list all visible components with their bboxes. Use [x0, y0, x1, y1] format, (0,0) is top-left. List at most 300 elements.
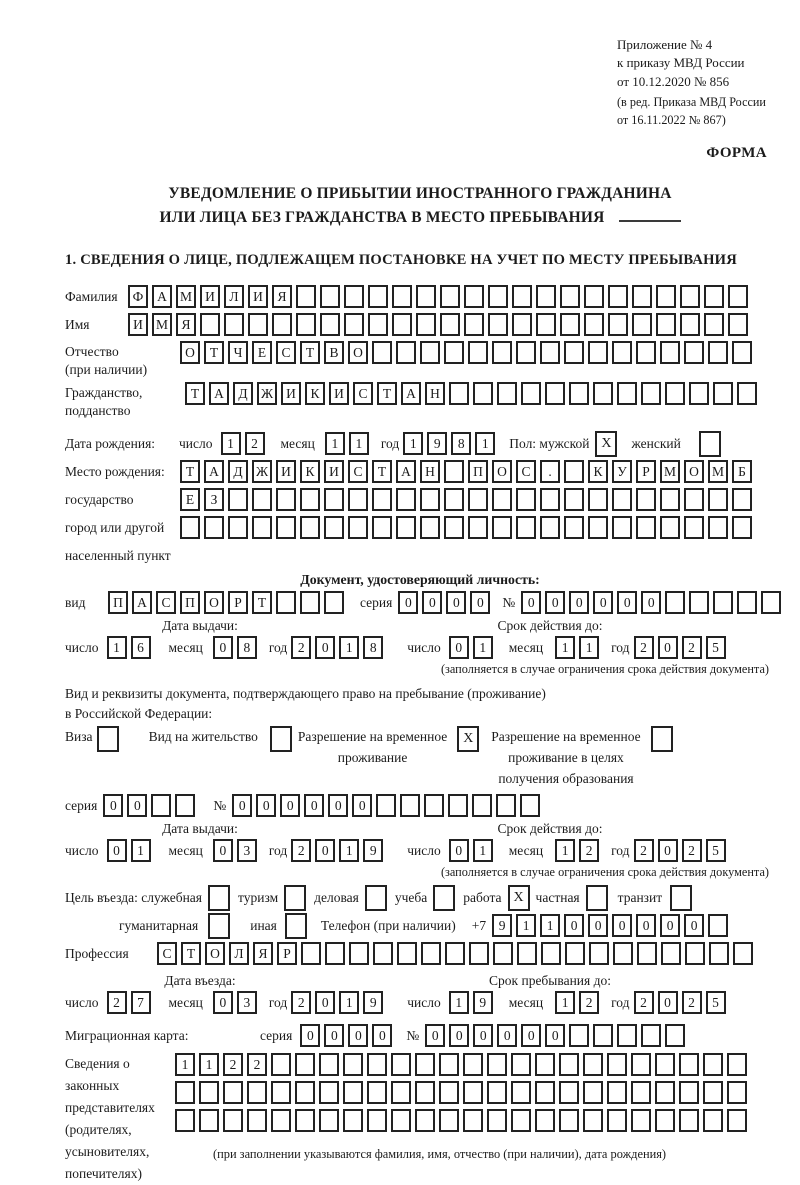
birthplace-row3-field-cell[interactable]: [204, 516, 224, 539]
representatives-row2-field-cell[interactable]: [439, 1081, 459, 1104]
citizenship-field-cell[interactable]: [449, 382, 469, 405]
birthplace-row2-field-cell[interactable]: [276, 488, 296, 511]
mig-number-field-cell[interactable]: 0: [545, 1024, 565, 1047]
profession-field-cell[interactable]: [301, 942, 321, 965]
profession-field-cell[interactable]: [493, 942, 513, 965]
representatives-row2-field-cell[interactable]: [487, 1081, 507, 1104]
name-field-cell[interactable]: [224, 313, 244, 336]
doc-number-field-cell[interactable]: [713, 591, 733, 614]
phone-field-cell[interactable]: 0: [636, 914, 656, 937]
surname-field-cell[interactable]: [296, 285, 316, 308]
representatives-row1-field-cell[interactable]: [679, 1053, 699, 1076]
res-number-field-cell[interactable]: [448, 794, 468, 817]
representatives-row1-field-cell[interactable]: [631, 1053, 651, 1076]
doc-issue-month-cell[interactable]: 8: [237, 636, 257, 659]
patronymic-field-cell[interactable]: [660, 341, 680, 364]
profession-field-cell[interactable]: [637, 942, 657, 965]
doc-seriya-field-cell[interactable]: 0: [446, 591, 466, 614]
birthplace-row2-field-cell[interactable]: [372, 488, 392, 511]
patronymic-field-cell[interactable]: Т: [300, 341, 320, 364]
surname-field-cell[interactable]: [560, 285, 580, 308]
citizenship-field-cell[interactable]: Т: [377, 382, 397, 405]
representatives-row1-field-cell[interactable]: [271, 1053, 291, 1076]
profession-field-cell[interactable]: [421, 942, 441, 965]
birthplace-row3-field-cell[interactable]: [588, 516, 608, 539]
profession-field-cell[interactable]: Р: [277, 942, 297, 965]
res-number-field-cell[interactable]: [496, 794, 516, 817]
mig-number-field-cell[interactable]: 0: [521, 1024, 541, 1047]
representatives-row1-field-cell[interactable]: [415, 1053, 435, 1076]
birthplace-row3-field-cell[interactable]: [732, 516, 752, 539]
mig-seriya-field-cell[interactable]: 0: [324, 1024, 344, 1047]
profession-field-cell[interactable]: [661, 942, 681, 965]
representatives-row1-field-cell[interactable]: [511, 1053, 531, 1076]
birthplace-row3-field-cell[interactable]: [228, 516, 248, 539]
birthplace-row2-field-cell[interactable]: З: [204, 488, 224, 511]
profession-field-cell[interactable]: [733, 942, 753, 965]
res-issue-month-cell[interactable]: 0: [213, 839, 233, 862]
name-field-cell[interactable]: [320, 313, 340, 336]
surname-field-cell[interactable]: [440, 285, 460, 308]
profession-field-cell[interactable]: [565, 942, 585, 965]
representatives-row2-field-cell[interactable]: [511, 1081, 531, 1104]
doc-issue-year-cell[interactable]: 1: [339, 636, 359, 659]
birthplace-row3-field-cell[interactable]: [564, 516, 584, 539]
doc-number-field-cell[interactable]: 0: [593, 591, 613, 614]
representatives-row3-field-cell[interactable]: [439, 1109, 459, 1132]
representatives-row2-field-cell[interactable]: [655, 1081, 675, 1104]
doc-issue-year-cell[interactable]: 0: [315, 636, 335, 659]
humanitarian-checkbox-cell[interactable]: [208, 913, 230, 939]
name-field-cell[interactable]: [680, 313, 700, 336]
citizenship-field-cell[interactable]: [521, 382, 541, 405]
representatives-row3-field-cell[interactable]: [583, 1109, 603, 1132]
doc-seriya-field-cell[interactable]: 0: [470, 591, 490, 614]
citizenship-field-cell[interactable]: [713, 382, 733, 405]
other-checkbox-cell[interactable]: [285, 913, 307, 939]
entry-year-cell[interactable]: 0: [315, 991, 335, 1014]
doc-type-field-cell[interactable]: [324, 591, 344, 614]
patronymic-field-cell[interactable]: Ч: [228, 341, 248, 364]
res-seriya-field-cell[interactable]: 0: [103, 794, 123, 817]
entry-month-cell[interactable]: 3: [237, 991, 257, 1014]
citizenship-field-cell[interactable]: Н: [425, 382, 445, 405]
citizenship-field-cell[interactable]: К: [305, 382, 325, 405]
profession-field-cell[interactable]: Т: [181, 942, 201, 965]
surname-field-cell[interactable]: [416, 285, 436, 308]
representatives-row1-field-cell[interactable]: [487, 1053, 507, 1076]
doc-number-field-cell[interactable]: [665, 591, 685, 614]
representatives-row2-field-cell[interactable]: [247, 1081, 267, 1104]
name-field-cell[interactable]: [440, 313, 460, 336]
birthplace-row3-field-cell[interactable]: [444, 516, 464, 539]
res-expiry-year-cell[interactable]: 0: [658, 839, 678, 862]
birthplace-row1-field-cell[interactable]: С: [516, 460, 536, 483]
birthplace-row1-field-cell[interactable]: Н: [420, 460, 440, 483]
representatives-row1-field-cell[interactable]: [703, 1053, 723, 1076]
res-expiry-day-cell[interactable]: 1: [473, 839, 493, 862]
representatives-row1-field-cell[interactable]: [367, 1053, 387, 1076]
name-field-cell[interactable]: Я: [176, 313, 196, 336]
profession-field-cell[interactable]: С: [157, 942, 177, 965]
doc-type-field-cell[interactable]: [300, 591, 320, 614]
birth-day-field-cell[interactable]: 2: [245, 432, 265, 455]
res-number-field-cell[interactable]: 0: [328, 794, 348, 817]
res-number-field-cell[interactable]: 0: [304, 794, 324, 817]
surname-field-cell[interactable]: [680, 285, 700, 308]
mig-number-field-cell[interactable]: 0: [425, 1024, 445, 1047]
doc-number-field-cell[interactable]: [737, 591, 757, 614]
mig-number-field-cell[interactable]: [617, 1024, 637, 1047]
entry-year-cell[interactable]: 1: [339, 991, 359, 1014]
birthplace-row1-field-cell[interactable]: С: [348, 460, 368, 483]
birthplace-row3-field-cell[interactable]: [492, 516, 512, 539]
birthplace-row2-field-cell[interactable]: Е: [180, 488, 200, 511]
birth-year-field-cell[interactable]: 1: [475, 432, 495, 455]
rvpo-checkbox-cell[interactable]: [651, 726, 673, 752]
name-field-cell[interactable]: [656, 313, 676, 336]
profession-field-cell[interactable]: О: [205, 942, 225, 965]
representatives-row1-field-cell[interactable]: [727, 1053, 747, 1076]
patronymic-field-cell[interactable]: [684, 341, 704, 364]
representatives-row1-field-cell[interactable]: [343, 1053, 363, 1076]
name-field-cell[interactable]: [416, 313, 436, 336]
transit-checkbox-cell[interactable]: [670, 885, 692, 911]
doc-expiry-day-cell[interactable]: 1: [473, 636, 493, 659]
study-checkbox-cell[interactable]: [433, 885, 455, 911]
res-expiry-year-cell[interactable]: 2: [634, 839, 654, 862]
birthplace-row1-field-cell[interactable]: Ж: [252, 460, 272, 483]
doc-type-field-cell[interactable]: С: [156, 591, 176, 614]
representatives-row1-field-cell[interactable]: [559, 1053, 579, 1076]
birthplace-row1-field-cell[interactable]: О: [684, 460, 704, 483]
mig-seriya-field-cell[interactable]: 0: [300, 1024, 320, 1047]
surname-field-cell[interactable]: [608, 285, 628, 308]
patronymic-field-cell[interactable]: О: [180, 341, 200, 364]
res-issue-day-cell[interactable]: 1: [131, 839, 151, 862]
representatives-row2-field-cell[interactable]: [559, 1081, 579, 1104]
birthplace-row3-field-cell[interactable]: [540, 516, 560, 539]
birthplace-row3-field-cell[interactable]: [348, 516, 368, 539]
name-field-cell[interactable]: [272, 313, 292, 336]
res-issue-year-cell[interactable]: 0: [315, 839, 335, 862]
phone-field-cell[interactable]: 1: [516, 914, 536, 937]
res-number-field-cell[interactable]: [472, 794, 492, 817]
name-field-cell[interactable]: [296, 313, 316, 336]
surname-field-cell[interactable]: [464, 285, 484, 308]
citizenship-field-cell[interactable]: [473, 382, 493, 405]
doc-type-field-cell[interactable]: Т: [252, 591, 272, 614]
representatives-row2-field-cell[interactable]: [367, 1081, 387, 1104]
vnzh-checkbox-cell[interactable]: [270, 726, 292, 752]
profession-field-cell[interactable]: [613, 942, 633, 965]
birthplace-row1-field-cell[interactable]: М: [708, 460, 728, 483]
patronymic-field-cell[interactable]: [732, 341, 752, 364]
doc-number-field-cell[interactable]: [761, 591, 781, 614]
stay-month-cell[interactable]: 1: [555, 991, 575, 1014]
patronymic-field-cell[interactable]: [588, 341, 608, 364]
citizenship-field-cell[interactable]: [737, 382, 757, 405]
name-field-cell[interactable]: [488, 313, 508, 336]
res-number-field-cell[interactable]: [520, 794, 540, 817]
birthplace-row2-field-cell[interactable]: [732, 488, 752, 511]
stay-day-cell[interactable]: 9: [473, 991, 493, 1014]
doc-number-field-cell[interactable]: 0: [545, 591, 565, 614]
res-number-field-cell[interactable]: 0: [352, 794, 372, 817]
birthplace-row2-field-cell[interactable]: [252, 488, 272, 511]
birthplace-row1-field-cell[interactable]: [444, 460, 464, 483]
profession-field-cell[interactable]: Я: [253, 942, 273, 965]
work-checkbox-cell[interactable]: X: [508, 885, 530, 911]
doc-issue-month-cell[interactable]: 0: [213, 636, 233, 659]
res-seriya-field-cell[interactable]: 0: [127, 794, 147, 817]
representatives-row3-field-cell[interactable]: [655, 1109, 675, 1132]
representatives-row3-field-cell[interactable]: [535, 1109, 555, 1132]
doc-issue-year-cell[interactable]: 8: [363, 636, 383, 659]
name-field-cell[interactable]: [608, 313, 628, 336]
birthplace-row3-field-cell[interactable]: [300, 516, 320, 539]
birthplace-row1-field-cell[interactable]: Д: [228, 460, 248, 483]
surname-field-cell[interactable]: [728, 285, 748, 308]
representatives-row3-field-cell[interactable]: [559, 1109, 579, 1132]
birth-year-field-cell[interactable]: 1: [403, 432, 423, 455]
birthplace-row2-field-cell[interactable]: [636, 488, 656, 511]
name-field-cell[interactable]: [392, 313, 412, 336]
representatives-row2-field-cell[interactable]: [703, 1081, 723, 1104]
name-field-cell[interactable]: [536, 313, 556, 336]
birthplace-row3-field-cell[interactable]: [180, 516, 200, 539]
tourism-checkbox-cell[interactable]: [284, 885, 306, 911]
doc-seriya-field-cell[interactable]: 0: [398, 591, 418, 614]
birth-year-field-cell[interactable]: 8: [451, 432, 471, 455]
birthplace-row1-field-cell[interactable]: А: [204, 460, 224, 483]
birthplace-row3-field-cell[interactable]: [516, 516, 536, 539]
representatives-row2-field-cell[interactable]: [295, 1081, 315, 1104]
citizenship-field-cell[interactable]: [641, 382, 661, 405]
res-number-field-cell[interactable]: 0: [280, 794, 300, 817]
representatives-row2-field-cell[interactable]: [631, 1081, 651, 1104]
doc-seriya-field-cell[interactable]: 0: [422, 591, 442, 614]
citizenship-field-cell[interactable]: А: [401, 382, 421, 405]
entry-year-cell[interactable]: 9: [363, 991, 383, 1014]
citizenship-field-cell[interactable]: [545, 382, 565, 405]
surname-field-cell[interactable]: [656, 285, 676, 308]
female-checkbox-cell[interactable]: [699, 431, 721, 457]
representatives-row2-field-cell[interactable]: [175, 1081, 195, 1104]
representatives-row3-field-cell[interactable]: [367, 1109, 387, 1132]
representatives-row2-field-cell[interactable]: [271, 1081, 291, 1104]
citizenship-field-cell[interactable]: [689, 382, 709, 405]
res-issue-day-cell[interactable]: 0: [107, 839, 127, 862]
representatives-row3-field-cell[interactable]: [607, 1109, 627, 1132]
representatives-row3-field-cell[interactable]: [223, 1109, 243, 1132]
doc-expiry-year-cell[interactable]: 2: [634, 636, 654, 659]
phone-field-cell[interactable]: 0: [660, 914, 680, 937]
mig-seriya-field-cell[interactable]: 0: [348, 1024, 368, 1047]
citizenship-field-cell[interactable]: [665, 382, 685, 405]
male-checkbox-cell[interactable]: X: [595, 431, 617, 457]
surname-field-cell[interactable]: И: [248, 285, 268, 308]
res-issue-year-cell[interactable]: 2: [291, 839, 311, 862]
birthplace-row2-field-cell[interactable]: [492, 488, 512, 511]
res-number-field-cell[interactable]: [424, 794, 444, 817]
citizenship-field-cell[interactable]: Д: [233, 382, 253, 405]
representatives-row1-field-cell[interactable]: [535, 1053, 555, 1076]
representatives-row3-field-cell[interactable]: [463, 1109, 483, 1132]
entry-month-cell[interactable]: 0: [213, 991, 233, 1014]
res-issue-month-cell[interactable]: 3: [237, 839, 257, 862]
birthplace-row1-field-cell[interactable]: У: [612, 460, 632, 483]
citizenship-field-cell[interactable]: Т: [185, 382, 205, 405]
doc-type-field-cell[interactable]: П: [108, 591, 128, 614]
doc-number-field-cell[interactable]: [689, 591, 709, 614]
doc-expiry-month-cell[interactable]: 1: [555, 636, 575, 659]
visa-checkbox-cell[interactable]: [97, 726, 119, 752]
name-field-cell[interactable]: [200, 313, 220, 336]
surname-field-cell[interactable]: [704, 285, 724, 308]
doc-type-field-cell[interactable]: Р: [228, 591, 248, 614]
surname-field-cell[interactable]: [320, 285, 340, 308]
birthplace-row1-field-cell[interactable]: И: [324, 460, 344, 483]
phone-field-cell[interactable]: 9: [492, 914, 512, 937]
birthplace-row3-field-cell[interactable]: [372, 516, 392, 539]
res-number-field-cell[interactable]: 0: [256, 794, 276, 817]
representatives-row3-field-cell[interactable]: [415, 1109, 435, 1132]
patronymic-field-cell[interactable]: [708, 341, 728, 364]
representatives-row3-field-cell[interactable]: [727, 1109, 747, 1132]
representatives-row1-field-cell[interactable]: [391, 1053, 411, 1076]
representatives-row3-field-cell[interactable]: [175, 1109, 195, 1132]
profession-field-cell[interactable]: [541, 942, 561, 965]
stay-month-cell[interactable]: 2: [579, 991, 599, 1014]
profession-field-cell[interactable]: [445, 942, 465, 965]
stay-year-cell[interactable]: 0: [658, 991, 678, 1014]
res-seriya-field-cell[interactable]: [151, 794, 171, 817]
res-number-field-cell[interactable]: [400, 794, 420, 817]
patronymic-field-cell[interactable]: [564, 341, 584, 364]
stay-year-cell[interactable]: 2: [682, 991, 702, 1014]
profession-field-cell[interactable]: [517, 942, 537, 965]
birthplace-row2-field-cell[interactable]: [468, 488, 488, 511]
birth-day-field-cell[interactable]: 1: [221, 432, 241, 455]
patronymic-field-cell[interactable]: [492, 341, 512, 364]
patronymic-field-cell[interactable]: [516, 341, 536, 364]
birthplace-row3-field-cell[interactable]: [636, 516, 656, 539]
res-seriya-field-cell[interactable]: [175, 794, 195, 817]
birth-month-field-cell[interactable]: 1: [325, 432, 345, 455]
birthplace-row2-field-cell[interactable]: [228, 488, 248, 511]
birthplace-row1-field-cell[interactable]: О: [492, 460, 512, 483]
profession-field-cell[interactable]: [469, 942, 489, 965]
representatives-row3-field-cell[interactable]: [271, 1109, 291, 1132]
res-expiry-year-cell[interactable]: 2: [682, 839, 702, 862]
private-checkbox-cell[interactable]: [586, 885, 608, 911]
res-issue-year-cell[interactable]: 9: [363, 839, 383, 862]
doc-type-field-cell[interactable]: [276, 591, 296, 614]
surname-field-cell[interactable]: [392, 285, 412, 308]
birthplace-row1-field-cell[interactable]: П: [468, 460, 488, 483]
representatives-row3-field-cell[interactable]: [247, 1109, 267, 1132]
entry-day-cell[interactable]: 7: [131, 991, 151, 1014]
patronymic-field-cell[interactable]: [612, 341, 632, 364]
birthplace-row2-field-cell[interactable]: [564, 488, 584, 511]
birthplace-row1-field-cell[interactable]: Р: [636, 460, 656, 483]
representatives-row3-field-cell[interactable]: [319, 1109, 339, 1132]
birthplace-row2-field-cell[interactable]: [324, 488, 344, 511]
birthplace-row2-field-cell[interactable]: [516, 488, 536, 511]
doc-type-field-cell[interactable]: А: [132, 591, 152, 614]
entry-day-cell[interactable]: 2: [107, 991, 127, 1014]
stay-year-cell[interactable]: 5: [706, 991, 726, 1014]
surname-field-cell[interactable]: [632, 285, 652, 308]
representatives-row3-field-cell[interactable]: [343, 1109, 363, 1132]
patronymic-field-cell[interactable]: [396, 341, 416, 364]
patronymic-field-cell[interactable]: Е: [252, 341, 272, 364]
representatives-row2-field-cell[interactable]: [607, 1081, 627, 1104]
birthplace-row2-field-cell[interactable]: [420, 488, 440, 511]
phone-field-cell[interactable]: 0: [564, 914, 584, 937]
doc-expiry-year-cell[interactable]: 5: [706, 636, 726, 659]
birthplace-row3-field-cell[interactable]: [684, 516, 704, 539]
entry-year-cell[interactable]: 2: [291, 991, 311, 1014]
representatives-row1-field-cell[interactable]: 2: [247, 1053, 267, 1076]
business-checkbox-cell[interactable]: [365, 885, 387, 911]
citizenship-field-cell[interactable]: Ж: [257, 382, 277, 405]
profession-field-cell[interactable]: [685, 942, 705, 965]
representatives-row3-field-cell[interactable]: [295, 1109, 315, 1132]
representatives-row2-field-cell[interactable]: [535, 1081, 555, 1104]
stay-year-cell[interactable]: 2: [634, 991, 654, 1014]
representatives-row2-field-cell[interactable]: [415, 1081, 435, 1104]
patronymic-field-cell[interactable]: Т: [204, 341, 224, 364]
birthplace-row2-field-cell[interactable]: [684, 488, 704, 511]
representatives-row1-field-cell[interactable]: 2: [223, 1053, 243, 1076]
patronymic-field-cell[interactable]: [540, 341, 560, 364]
representatives-row2-field-cell[interactable]: [583, 1081, 603, 1104]
res-expiry-month-cell[interactable]: 1: [555, 839, 575, 862]
mig-number-field-cell[interactable]: [593, 1024, 613, 1047]
res-number-field-cell[interactable]: 0: [232, 794, 252, 817]
profession-field-cell[interactable]: [709, 942, 729, 965]
phone-field-cell[interactable]: 0: [612, 914, 632, 937]
representatives-row3-field-cell[interactable]: [631, 1109, 651, 1132]
doc-expiry-day-cell[interactable]: 0: [449, 636, 469, 659]
rvp-checkbox-cell[interactable]: X: [457, 726, 479, 752]
representatives-row1-field-cell[interactable]: [655, 1053, 675, 1076]
birthplace-row1-field-cell[interactable]: Т: [372, 460, 392, 483]
citizenship-field-cell[interactable]: И: [281, 382, 301, 405]
representatives-row1-field-cell[interactable]: [439, 1053, 459, 1076]
birthplace-row2-field-cell[interactable]: [660, 488, 680, 511]
profession-field-cell[interactable]: [397, 942, 417, 965]
surname-field-cell[interactable]: Л: [224, 285, 244, 308]
doc-issue-day-cell[interactable]: 1: [107, 636, 127, 659]
birthplace-row2-field-cell[interactable]: [708, 488, 728, 511]
name-field-cell[interactable]: [632, 313, 652, 336]
phone-field-cell[interactable]: [708, 914, 728, 937]
doc-issue-day-cell[interactable]: 6: [131, 636, 151, 659]
citizenship-field-cell[interactable]: С: [353, 382, 373, 405]
name-field-cell[interactable]: [560, 313, 580, 336]
birthplace-row3-field-cell[interactable]: [396, 516, 416, 539]
representatives-row1-field-cell[interactable]: [463, 1053, 483, 1076]
representatives-row3-field-cell[interactable]: [391, 1109, 411, 1132]
representatives-row1-field-cell[interactable]: 1: [175, 1053, 195, 1076]
name-field-cell[interactable]: И: [128, 313, 148, 336]
birthplace-row2-field-cell[interactable]: [588, 488, 608, 511]
doc-expiry-year-cell[interactable]: 2: [682, 636, 702, 659]
representatives-row3-field-cell[interactable]: [511, 1109, 531, 1132]
